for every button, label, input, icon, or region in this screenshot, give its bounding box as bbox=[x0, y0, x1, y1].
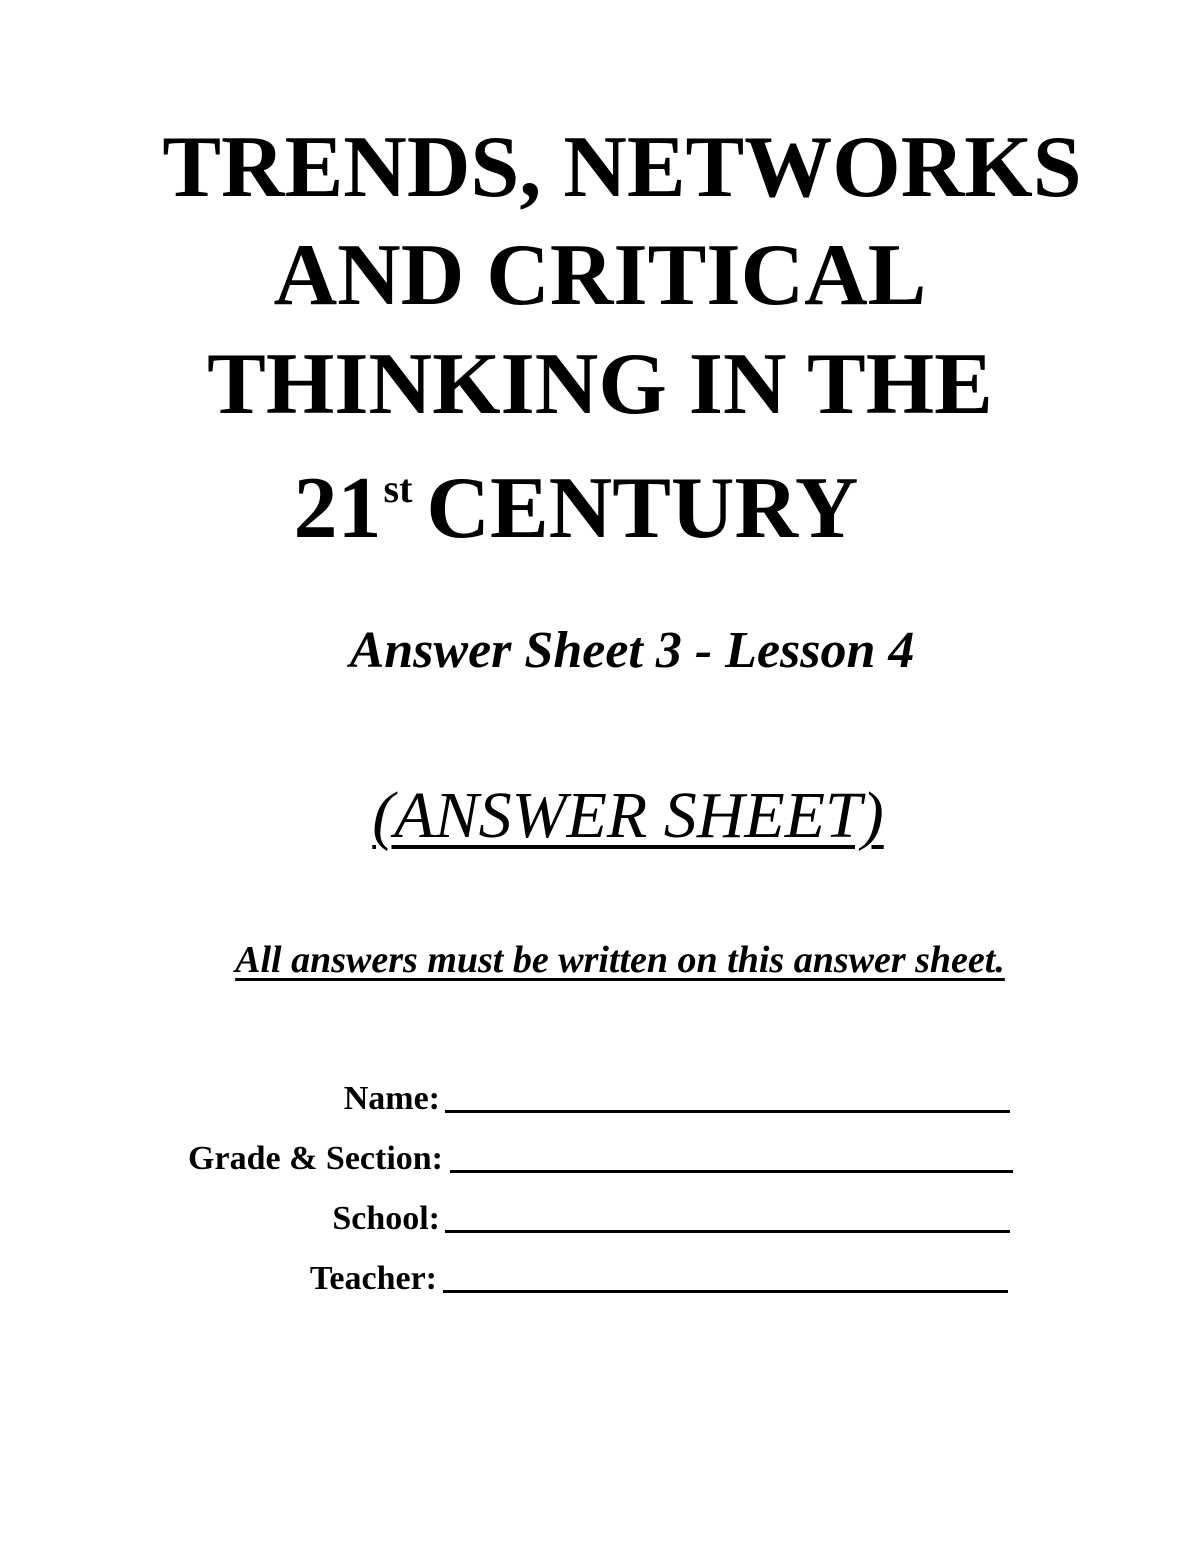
answer-sheet-heading-text: (ANSWER SHEET) bbox=[372, 779, 884, 852]
title-line-4 bbox=[0, 460, 1176, 557]
title-line-1: TRENDS, NETWORKS bbox=[162, 119, 1082, 216]
title-line-2: AND CRITICAL bbox=[273, 227, 927, 324]
grade-section-blank-line[interactable] bbox=[450, 1170, 1013, 1173]
title-century-word: CENTURY bbox=[426, 460, 859, 557]
teacher-label: Teacher: bbox=[309, 1260, 437, 1297]
field-row-grade-section bbox=[0, 1132, 1200, 1182]
instruction-text bbox=[20, 940, 1200, 982]
instruction-text-underlined: All answers must be written on this answer sheet. bbox=[235, 939, 1005, 981]
title-line-3: THINKING IN THE bbox=[207, 336, 993, 433]
teacher-blank-line[interactable] bbox=[443, 1290, 1008, 1293]
answer-sheet-heading bbox=[28, 780, 1200, 853]
title-century-number: 21 bbox=[293, 460, 382, 557]
title-ordinal-superscript: st bbox=[383, 466, 413, 511]
field-row-name bbox=[0, 1072, 1200, 1122]
grade-section-label: Grade & Section: bbox=[188, 1140, 443, 1177]
school-label: School: bbox=[332, 1200, 440, 1237]
field-row-school bbox=[0, 1192, 1200, 1242]
subtitle: Answer Sheet 3 - Lesson 4 bbox=[349, 622, 915, 679]
field-row-teacher bbox=[0, 1252, 1200, 1302]
name-blank-line[interactable] bbox=[445, 1110, 1010, 1113]
school-blank-line[interactable] bbox=[445, 1230, 1010, 1233]
name-label: Name: bbox=[343, 1080, 440, 1117]
